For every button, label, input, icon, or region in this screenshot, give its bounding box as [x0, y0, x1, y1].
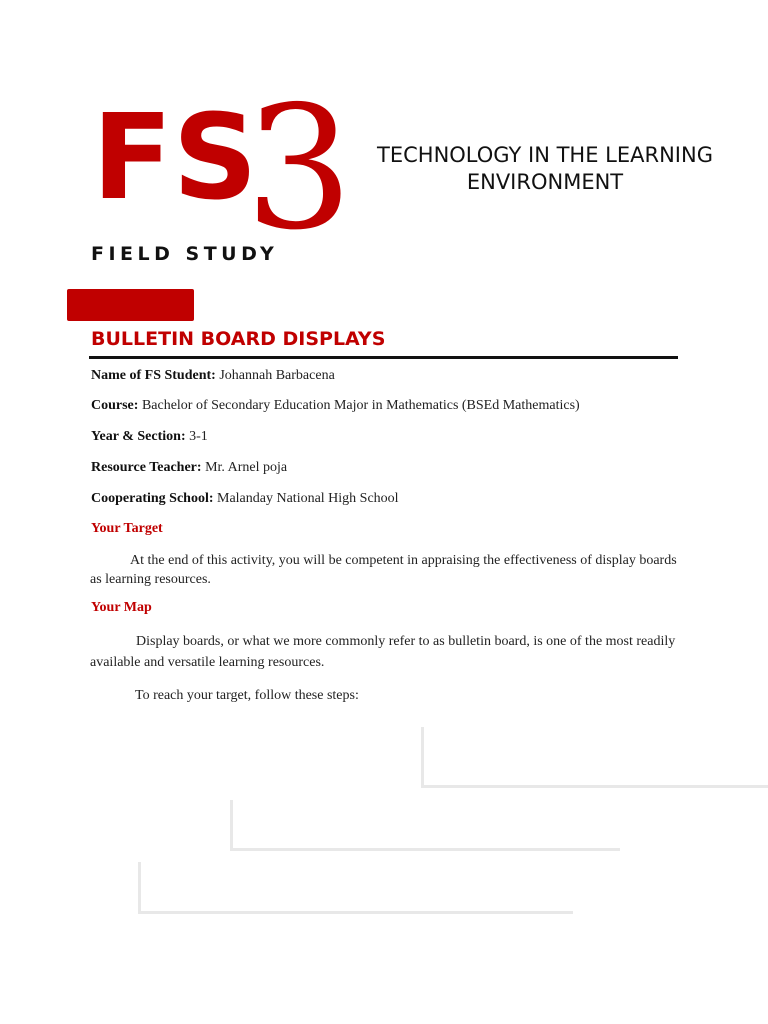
target-paragraph: At the end of this activity, you will be competent in appraising the effectiveness of display boards as learning resources. [90, 553, 677, 587]
subject-title-line1: TECHNOLOGY IN THE LEARNING [377, 143, 713, 167]
step-frame-1 [421, 727, 768, 788]
map-heading: Your Map [91, 600, 152, 615]
logo-number: 3 [245, 70, 354, 268]
course-line [91, 398, 580, 414]
resource-teacher-label: Resource Teacher: [91, 460, 202, 475]
resource-teacher-value: Mr. Arnel poja [205, 460, 288, 475]
steps-intro: To reach your target, follow these steps: [135, 688, 359, 703]
subject-title-line2: ENVIRONMENT [466, 170, 624, 194]
target-heading: Your Target [91, 521, 163, 536]
student-name-value: Johannah Barbacena [219, 368, 335, 383]
resource-teacher-line [91, 460, 287, 476]
course-value: Bachelor of Secondary Education Major in Mathematics (BSEd Mathematics) [141, 398, 580, 413]
step-frame-3 [138, 862, 573, 914]
logo-fs-letters: FS [92, 88, 258, 226]
year-section-label: Year & Section: [91, 429, 186, 444]
logo-caption: FIELD STUDY [91, 243, 279, 265]
step-frame-2 [230, 800, 620, 851]
year-section-value: 3-1 [189, 429, 208, 444]
section-heading: BULLETIN BOARD DISPLAYS [91, 328, 386, 350]
student-name-line [91, 368, 335, 384]
red-accent-bar [67, 289, 194, 321]
year-section-line [91, 429, 208, 445]
map-paragraph: Display boards, or what we more commonly refer to as bulletin board, is one of the most readily available and versatile learning resources. [90, 634, 676, 670]
course-label: Course: [91, 398, 139, 413]
cooperating-school-label: Cooperating School: [91, 491, 214, 506]
cooperating-school-line [91, 491, 399, 507]
student-name-label: Name of FS Student: [91, 368, 216, 383]
subject-title [340, 142, 750, 196]
cooperating-school-value: Malanday National High School [217, 491, 399, 506]
heading-divider [89, 356, 678, 359]
